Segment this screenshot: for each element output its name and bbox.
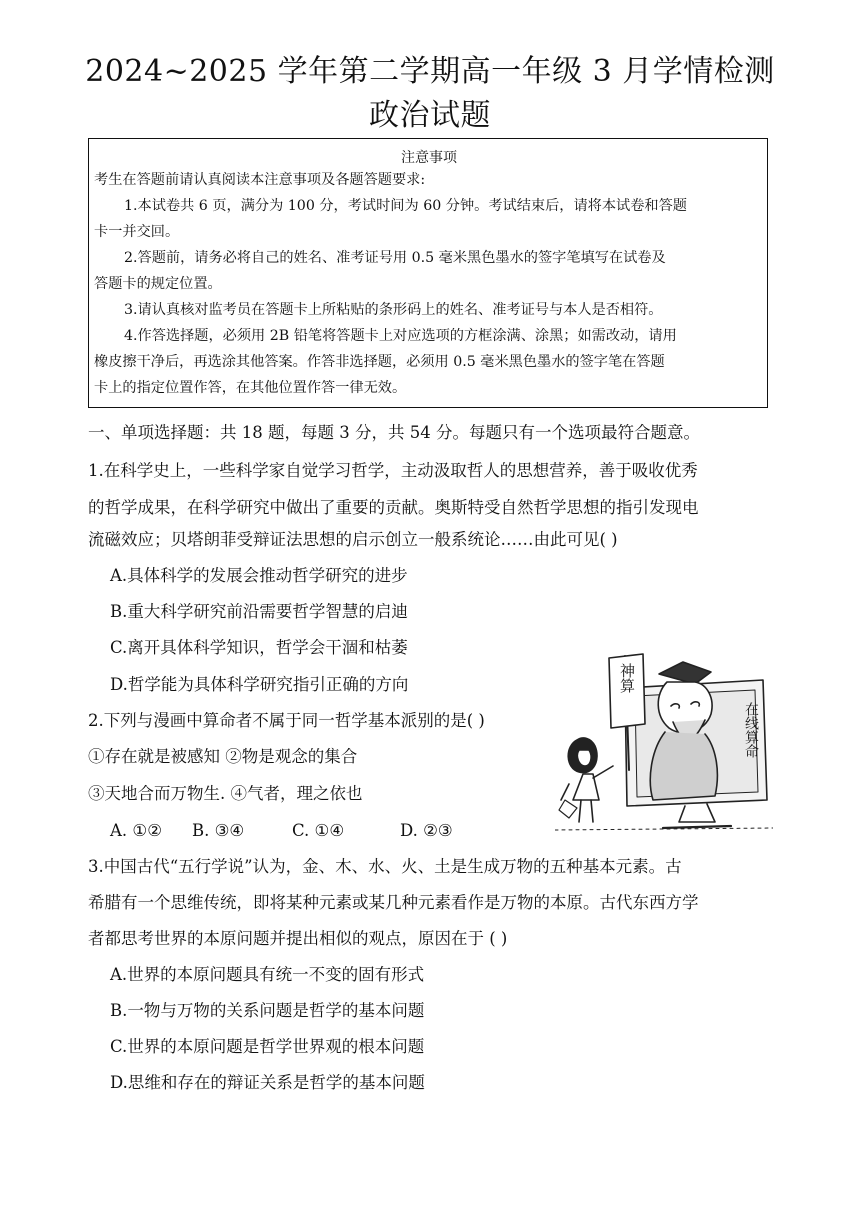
notice-item-3: 3.请认真核对监考员在答题卡上所粘贴的条形码上的姓名、准考证号与本人是否相符。: [124, 302, 663, 318]
q1-option-b: B.重大科学研究前沿需要哲学智慧的启迪: [110, 602, 408, 621]
cartoon-banner-text: 神算: [618, 663, 636, 693]
notice-item-1: 1.本试卷共 6 页，满分为 100 分，考试时间为 60 分钟。考试结束后，请将本试卷和答题: [124, 198, 687, 214]
q3-stem-line-3: 者都思考世界的本原问题并提出相似的观点，原因在于 ( ): [88, 929, 508, 948]
notice-item-4-end: 卡上的指定位置作答，在其他位置作答一律无效。: [94, 380, 407, 396]
q2-option-d: D. ②③: [400, 821, 453, 840]
q2-option-b: B. ③④: [192, 821, 245, 840]
notice-box: [88, 138, 768, 408]
q2-statements-line-2: ③天地合而万物生. ④气者，理之依也: [88, 784, 363, 803]
q2-statements-line-1: ①存在就是被感知 ②物是观念的集合: [88, 747, 358, 766]
notice-item-4-cont: 橡皮擦干净后，再选涂其他答案。作答非选择题，必须用 0.5 毫米黑色墨水的签字笔在答题: [94, 354, 665, 370]
q1-stem-line-3: 流磁效应；贝塔朗菲受辩证法思想的启示创立一般系统论……由此可见( ): [88, 530, 618, 549]
q3-option-a: A.世界的本原问题具有统一不变的固有形式: [110, 965, 425, 984]
section-heading: 一、单项选择题：共 18 题，每题 3 分，共 54 分。每题只有一个选项最符合题意。: [88, 423, 700, 442]
q2-option-a: A. ①②: [110, 821, 162, 840]
cartoon-screen-text: 在线算命: [743, 702, 759, 758]
notice-intro: 考生在答题前请认真阅读本注意事项及各题答题要求:: [94, 172, 426, 188]
q1-option-c: C.离开具体科学知识，哲学会干涸和枯萎: [110, 638, 408, 657]
exam-title: 2024~2025 学年第二学期高一年级 3 月学情检测: [85, 54, 775, 89]
notice-heading: 注意事项: [401, 150, 457, 166]
notice-item-4: 4.作答选择题，必须用 2B 铅笔将答题卡上对应选项的方框涂满、涂黑；如需改动，请用: [124, 328, 677, 344]
q1-option-a: A.具体科学的发展会推动哲学研究的进步: [110, 566, 408, 585]
q3-stem-line-2: 希腊有一个思维传统，即将某种元素或某几种元素看作是万物的本原。古代东西方学: [88, 893, 699, 912]
q3-option-d: D.思维和存在的辩证关系是哲学的基本问题: [110, 1073, 425, 1092]
fortune-teller-cartoon: [555, 650, 773, 836]
notice-item-1-cont: 卡一并交回。: [94, 224, 180, 240]
exam-subject-title: 政治试题: [369, 98, 491, 133]
q2-option-c: C. ①④: [292, 821, 345, 840]
q1-stem-line-1: 1.在科学史上，一些科学家自觉学习哲学，主动汲取哲人的思想营养，善于吸收优秀: [88, 461, 698, 480]
q1-option-d: D.哲学能为具体科学研究指引正确的方向: [110, 675, 409, 694]
q3-option-b: B.一物与万物的关系问题是哲学的基本问题: [110, 1001, 425, 1020]
q2-stem: 2.下列与漫画中算命者不属于同一哲学基本派别的是( ): [88, 711, 485, 730]
notice-item-2: 2.答题前，请务必将自己的姓名、准考证号用 0.5 毫米黑色墨水的签字笔填写在试卷及: [124, 250, 666, 266]
q3-stem-line-1: 3.中国古代“五行学说”认为，金、木、水、火、土是生成万物的五种基本元素。古: [88, 857, 682, 876]
q3-option-c: C.世界的本原问题是哲学世界观的根本问题: [110, 1037, 425, 1056]
notice-item-2-cont: 答题卡的规定位置。: [94, 276, 222, 292]
q1-stem-line-2: 的哲学成果，在科学研究中做出了重要的贡献。奥斯特受自然哲学思想的指引发现电: [88, 498, 699, 517]
